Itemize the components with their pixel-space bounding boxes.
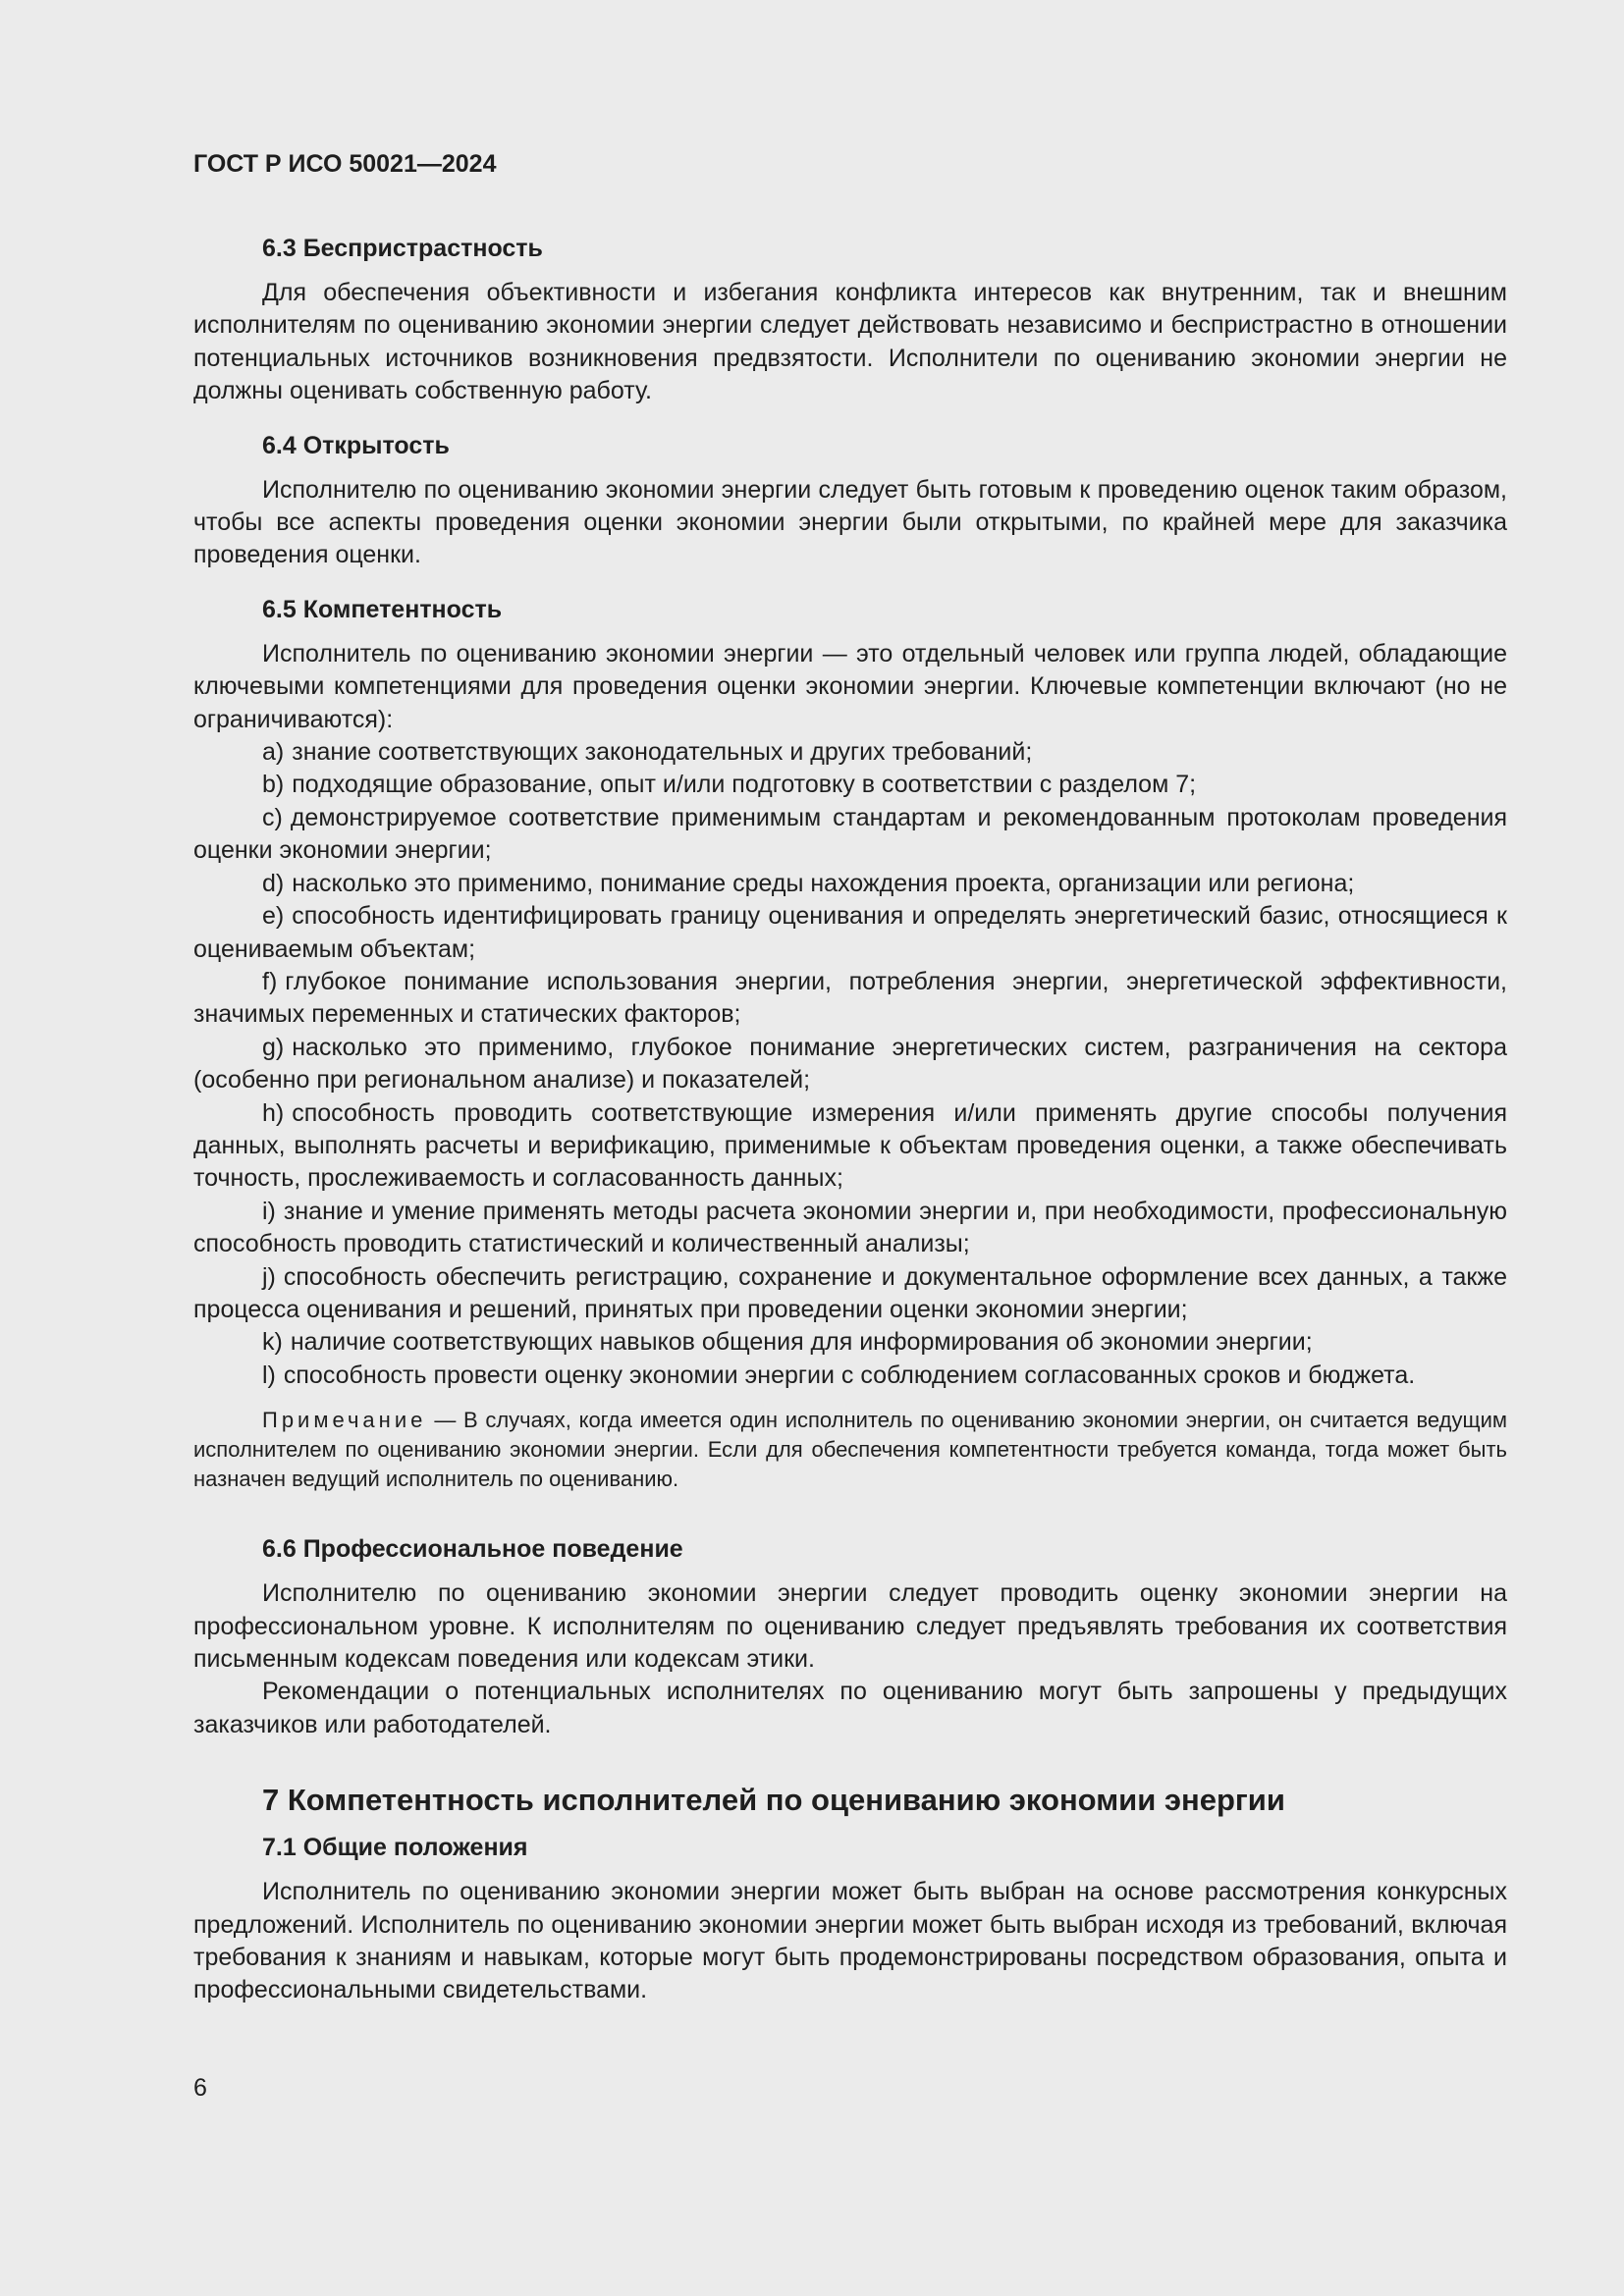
note-label: Примечание <box>262 1408 427 1433</box>
list-item-text: подходящие образование, опыт и/или подготовку в соответствии с разделом 7; <box>292 771 1197 799</box>
list-item-text: насколько это применимо, глубокое понимание энергетических систем, разграничения на сектора (особенно при региональном анализе) и показателей; <box>193 1033 1507 1095</box>
list-item-marker: j) <box>262 1262 276 1291</box>
list-item-marker: b) <box>262 771 285 799</box>
list-item <box>193 769 1507 801</box>
list-item-marker: a) <box>262 738 285 767</box>
list-item-marker: f) <box>262 967 278 995</box>
section-6-6-paragraph-2: Рекомендации о потенциальных исполнителях по оцениванию могут быть запрошены у предыдущих заказчиков или работодателей. <box>193 1678 1507 1738</box>
list-item <box>193 1326 1507 1359</box>
section-7-1-heading: 7.1 Общие положения <box>262 1834 528 1862</box>
section-6-6-paragraph-1: Исполнителю по оцениванию экономии энергии следует проводить оценку экономии энергии на профессиональном уровне. К исполнителям по оцениванию следует предъявлять требования их соответствия письменным кодексам поведения или кодексам этики. <box>193 1579 1507 1673</box>
list-item-text: наличие соответствующих навыков общения для информирования об экономии энергии; <box>290 1328 1313 1357</box>
note <box>193 1406 1507 1494</box>
list-item-text: способность обеспечить регистрацию, сохранение и документальное оформление всех данных, а также процесса оценивания и решений, принятых при проведении оценки экономии энергии; <box>193 1262 1507 1323</box>
list-item-marker: k) <box>262 1328 283 1357</box>
list-item-text: демонстрируемое соответствие применимым стандартам и рекомендованным протоколам проведения оценки экономии энергии; <box>193 803 1507 865</box>
list-item-marker: c) <box>262 803 283 831</box>
section-7-1 <box>193 1832 1507 2007</box>
section-6-3-heading: 6.3 Беспристрастность <box>262 235 543 262</box>
list-item <box>193 736 1507 769</box>
competence-list <box>193 736 1507 1392</box>
list-item-marker: e) <box>262 902 285 931</box>
section-6-4-text: Исполнителю по оцениванию экономии энергии следует быть готовым к проведению оценок таким образом, чтобы все аспекты проведения оценки экономии энергии были открытыми, по крайней мере для заказчика проведения оценки. <box>193 475 1507 569</box>
list-item-text: способность идентифицировать границу оценивания и определять энергетический базис, относящиеся к оцениваемым объектам; <box>193 902 1507 963</box>
section-6-5-heading: 6.5 Компетентность <box>262 595 503 623</box>
list-item <box>193 966 1507 1032</box>
section-6-3 <box>193 233 1507 408</box>
list-item-marker: d) <box>262 869 285 897</box>
list-item-text: способность провести оценку экономии энергии с соблюдением согласованных сроков и бюджета. <box>283 1361 1416 1389</box>
section-6-4-heading: 6.4 Открытость <box>262 431 450 459</box>
section-6-5 <box>193 594 1507 1494</box>
list-item-marker: g) <box>262 1033 285 1061</box>
section-7 <box>193 1781 1507 1820</box>
section-6-3-text: Для обеспечения объективности и избегания конфликта интересов как внутренним, так и внешним исполнителям по оцениванию экономии энергии следует действовать независимо и беспристрастно в отношении потенциальных источников возникновения предвзятости. Исполнители по оцениванию экономии энергии не должны оценивать собственную работу. <box>193 279 1507 405</box>
list-item-marker: l) <box>262 1361 276 1389</box>
list-item <box>193 1097 1507 1196</box>
list-item <box>193 868 1507 900</box>
document-header: ГОСТ Р ИСО 50021—2024 <box>193 150 497 178</box>
list-item-marker: h) <box>262 1098 285 1127</box>
note-text: — В случаях, когда имеется один исполнитель по оцениванию экономии энергии, он считается ведущим исполнителем по оцениванию экономии энергии. Если для обеспечения компетентности требуется команда, тогда может быть назначен ведущий исполнитель по оцениванию. <box>193 1408 1507 1492</box>
list-item-marker: i) <box>262 1197 276 1225</box>
list-item <box>193 802 1507 868</box>
section-6-5-intro: Исполнитель по оцениванию экономии энергии — это отдельный человек или группа людей, обладающие ключевыми компетенциями для проведения оценки экономии энергии. Ключевые компетенции включают (но не ограничиваются): <box>193 639 1507 733</box>
section-6-4 <box>193 430 1507 572</box>
section-7-heading: 7 Компетентность исполнителей по оцениванию экономии энергии <box>262 1783 1285 1818</box>
list-item-text: насколько это применимо, понимание среды нахождения проекта, организации или региона; <box>292 869 1355 897</box>
list-item-text: способность проводить соответствующие измерения и/или применять другие способы получения данных, выполнять расчеты и верификацию, применимые к объектам проведения оценки, а также обеспечивать точность, прослеживаемость и согласованность данных; <box>193 1098 1507 1193</box>
list-item-text: знание соответствующих законодательных и других требований; <box>292 738 1033 767</box>
list-item <box>193 1032 1507 1097</box>
list-item <box>193 900 1507 966</box>
page-number: 6 <box>193 2074 207 2102</box>
list-item <box>193 1360 1507 1392</box>
document-page <box>193 147 1507 2007</box>
section-6-6-heading: 6.6 Профессиональное поведение <box>262 1535 683 1564</box>
section-6-6 <box>193 1533 1507 1741</box>
list-item-text: знание и умение применять методы расчета экономии энергии и, при необходимости, профессиональную способность проводить статистический и количественный анализы; <box>193 1197 1507 1258</box>
list-item-text: глубокое понимание использования энергии, потребления энергии, энергетической эффективности, значимых переменных и статических факторов; <box>193 967 1507 1029</box>
list-item <box>193 1196 1507 1261</box>
section-7-1-text: Исполнитель по оцениванию экономии энергии может быть выбран на основе рассмотрения конкурсных предложений. Исполнитель по оцениванию экономии энергии может быть выбран исходя из требований, включая требования к знаниям и навыкам, которые могут быть продемонстрированы посредством образования, опыта и профессиональными свидетельствами. <box>193 1878 1507 2004</box>
list-item <box>193 1261 1507 1327</box>
